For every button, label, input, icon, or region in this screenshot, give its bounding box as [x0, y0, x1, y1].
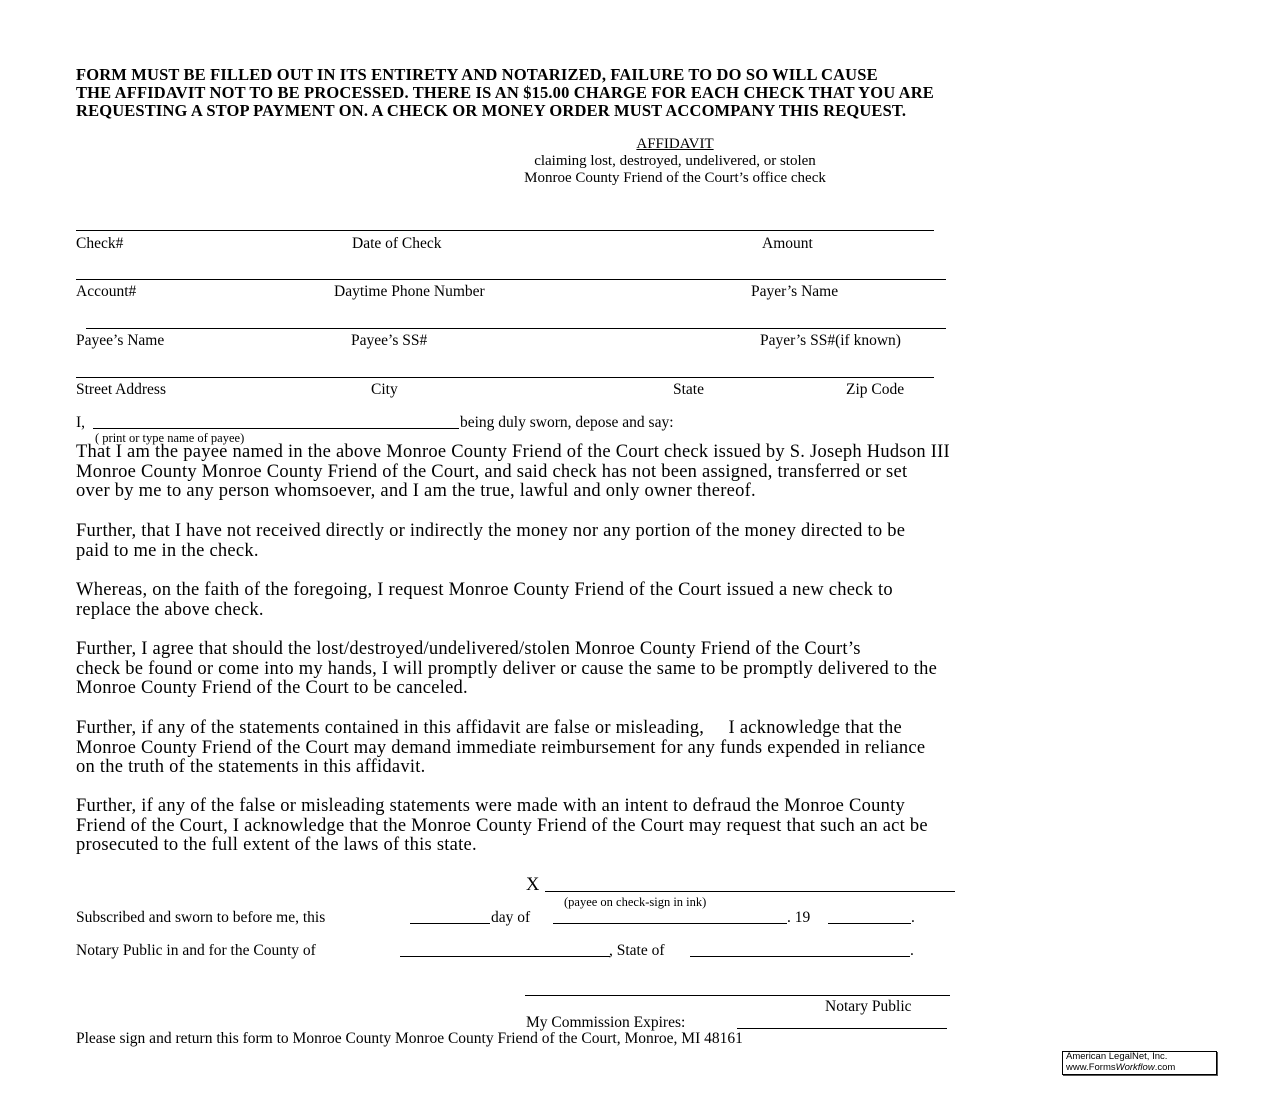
paragraph-1-line-2: Monroe County Monroe County Friend of the Court, and said check has not been assigned, transferred or set [76, 461, 908, 482]
field-line-row-3[interactable] [86, 328, 946, 329]
paragraph-5-line-2: Monroe County Friend of the Court may demand immediate reimbursement for any funds expended in reliance [76, 737, 926, 758]
signature-hint: (payee on check-sign in ink) [564, 895, 707, 909]
label-daytime-phone: Daytime Phone Number [334, 283, 485, 300]
publisher-url [1066, 1063, 1216, 1074]
label-city: City [371, 381, 398, 398]
paragraph-6-line-2: Friend of the Court, I acknowledge that the Monroe County Friend of the Court may request that such an act be [76, 815, 928, 836]
document-title [0, 136, 1275, 153]
paragraph-6-line-1: Further, if any of the false or misleading statements were made with an intent to defraud the Monroe County [76, 796, 905, 816]
document-subtitle-2: Monroe County Friend of the Court’s office check [524, 170, 826, 186]
warning-notice [76, 66, 1236, 120]
notary-county-line[interactable] [400, 956, 610, 957]
label-state: State [673, 381, 704, 398]
warning-line-2: THE AFFIDAVIT NOT TO BE PROCESSED. THERE IS AN $15.00 CHARGE FOR EACH CHECK THAT YOU ARE [76, 83, 934, 102]
field-line-row-4[interactable] [76, 377, 934, 378]
paragraph-3-line-1: Whereas, on the faith of the foregoing, I request Monroe County Friend of the Court issued a new check to [76, 580, 893, 600]
label-amount: Amount [762, 235, 813, 252]
paragraph-4-line-1: Further, I agree that should the lost/destroyed/undelivered/stolen Monroe County Friend of the Court’s [76, 639, 861, 659]
field-line-row-1[interactable] [76, 230, 934, 231]
sworn-year-label: . 19 [787, 909, 811, 926]
paragraph-4-line-2: check be found or come into my hands, I will promptly deliver or cause the same to be promptly delivered to the [76, 658, 938, 679]
publisher-badge [1062, 1051, 1217, 1075]
publisher-url-part-3: .com [1154, 1061, 1176, 1073]
commission-line[interactable] [737, 1028, 947, 1029]
oath-suffix: being duly sworn, depose and say: [460, 414, 674, 431]
paragraph-2-line-2: paid to me in the check. [76, 540, 259, 561]
warning-line-1: FORM MUST BE FILLED OUT IN ITS ENTIRETY AND NOTARIZED, FAILURE TO DO SO WILL CAUSE [76, 65, 878, 84]
label-date-of-check: Date of Check [352, 235, 442, 252]
sworn-year-line[interactable] [828, 923, 911, 924]
notary-state-label: , State of [609, 942, 665, 959]
publisher-name: American LegalNet, Inc. [1066, 1051, 1168, 1062]
sworn-end: . [911, 909, 915, 926]
sworn-day-line[interactable] [410, 923, 490, 924]
publisher-url-part-2: Workflow [1115, 1061, 1155, 1073]
warning-line-3: REQUESTING A STOP PAYMENT ON. A CHECK OR MONEY ORDER MUST ACCOMPANY THIS REQUEST. [76, 101, 907, 120]
affidavit-title: AFFIDAVIT [636, 136, 714, 152]
paragraph-1 [76, 443, 950, 502]
notary-state-line[interactable] [690, 956, 910, 957]
notary-title: Notary Public [825, 998, 912, 1015]
paragraph-1-line-3: over by me to any person whomsoever, and I am the true, lawful and only owner thereof. [76, 481, 756, 502]
label-payees-ss: Payee’s SS# [351, 332, 428, 349]
signature-mark: X [526, 875, 540, 895]
paragraph-2 [76, 522, 905, 561]
label-check-number: Check# [76, 235, 124, 252]
paragraph-3 [76, 581, 893, 620]
notary-end: . [910, 942, 914, 959]
payee-name-line[interactable] [93, 428, 459, 429]
paragraph-5 [76, 719, 925, 778]
label-payees-name: Payee’s Name [76, 332, 165, 349]
label-zip-code: Zip Code [846, 381, 905, 398]
paragraph-4 [76, 640, 937, 699]
paragraph-4-line-3: Monroe County Friend of the Court to be canceled. [76, 678, 468, 699]
payee-signature-line[interactable] [545, 891, 955, 892]
label-street-address: Street Address [76, 381, 166, 398]
paragraph-6 [76, 797, 928, 856]
label-payers-ss: Payer’s SS#(if known) [760, 332, 901, 349]
sworn-prefix: Subscribed and sworn to before me, this [76, 909, 326, 926]
payee-name-hint: ( print or type name of payee) [95, 431, 245, 445]
sworn-day-label: day of [491, 909, 531, 926]
paragraph-1-line-1: That I am the payee named in the above Monroe County Friend of the Court check issued by S. Joseph Hudson III [76, 442, 950, 462]
notary-signature-line[interactable] [525, 995, 950, 996]
paragraph-5-line-1: Further, if any of the statements contained in this affidavit are false or misleading, I acknowledge that the [76, 718, 903, 738]
field-line-row-2[interactable] [76, 279, 946, 280]
document-subtitle-1: claiming lost, destroyed, undelivered, or stolen [534, 153, 816, 169]
paragraph-6-line-3: prosecuted to the full extent of the laws of this state. [76, 835, 477, 856]
paragraph-5-line-3: on the truth of the statements in this affidavit. [76, 757, 426, 778]
paragraph-3-line-2: replace the above check. [76, 599, 264, 620]
oath-prefix: I, [76, 414, 86, 431]
notary-prefix: Notary Public in and for the County of [76, 942, 316, 959]
publisher-url-part-1: www.Forms [1066, 1061, 1116, 1073]
label-payers-name: Payer’s Name [751, 283, 839, 300]
label-account-number: Account# [76, 283, 137, 300]
return-instructions: Please sign and return this form to Monroe County Monroe County Friend of the Court, Monroe, MI 48161 [76, 1030, 743, 1047]
commission-label: My Commission Expires: [526, 1014, 686, 1031]
paragraph-2-line-1: Further, that I have not received directly or indirectly the money nor any portion of the money directed to be [76, 521, 906, 541]
sworn-month-line[interactable] [553, 923, 787, 924]
